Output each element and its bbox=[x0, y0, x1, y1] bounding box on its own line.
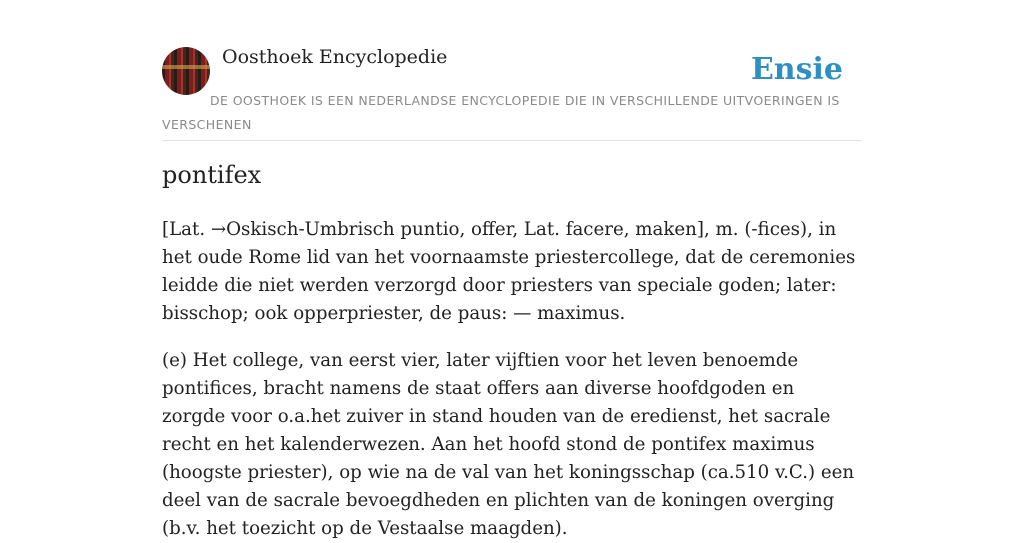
site-tagline: DE OOSTHOEK IS EEN NEDERLANDSE ENCYCLOPEDIE DIE IN VERSCHILLENDE UITVOERINGEN IS VERSCHENEN bbox=[162, 93, 840, 132]
article-title: pontifex bbox=[162, 161, 262, 189]
site-header bbox=[162, 0, 862, 141]
page-container bbox=[162, 0, 862, 539]
brand-logo-text[interactable]: Ensie bbox=[750, 52, 843, 87]
article-paragraph: (e) Het college, van eerst vier, later vijftien voor het leven benoemde pontifices, bracht namens de staat offers aan diverse hoofdgoden en zorgde voor o.a.het zuiver in stand houden van de eredienst, het sacrale recht en het kalenderwezen. Aan het hoofd stond de pontifex maximus (hoogste priester), op wie na de val van het koningsschap (ca.510 v.C.) een deel van de sacrale bevoegdheden en plichten van de koningen overging (b.v. het toezicht op de Vestaalse maagden). bbox=[162, 350, 855, 539]
site-title[interactable]: Oosthoek Encyclopedie bbox=[222, 46, 448, 68]
article-paragraph: [Lat. →Oskisch-Umbrisch puntio, offer, Lat. facere, maken], m. (-fices), in het oude Rome lid van het voornaamste priestercollege, dat de ceremonies leidde die niet werden verzorgd door priesters van speciale goden; later: bisschop; ook opperpriester, de paus: — maximus. bbox=[162, 219, 856, 324]
encyclopedia-logo[interactable] bbox=[162, 47, 210, 95]
